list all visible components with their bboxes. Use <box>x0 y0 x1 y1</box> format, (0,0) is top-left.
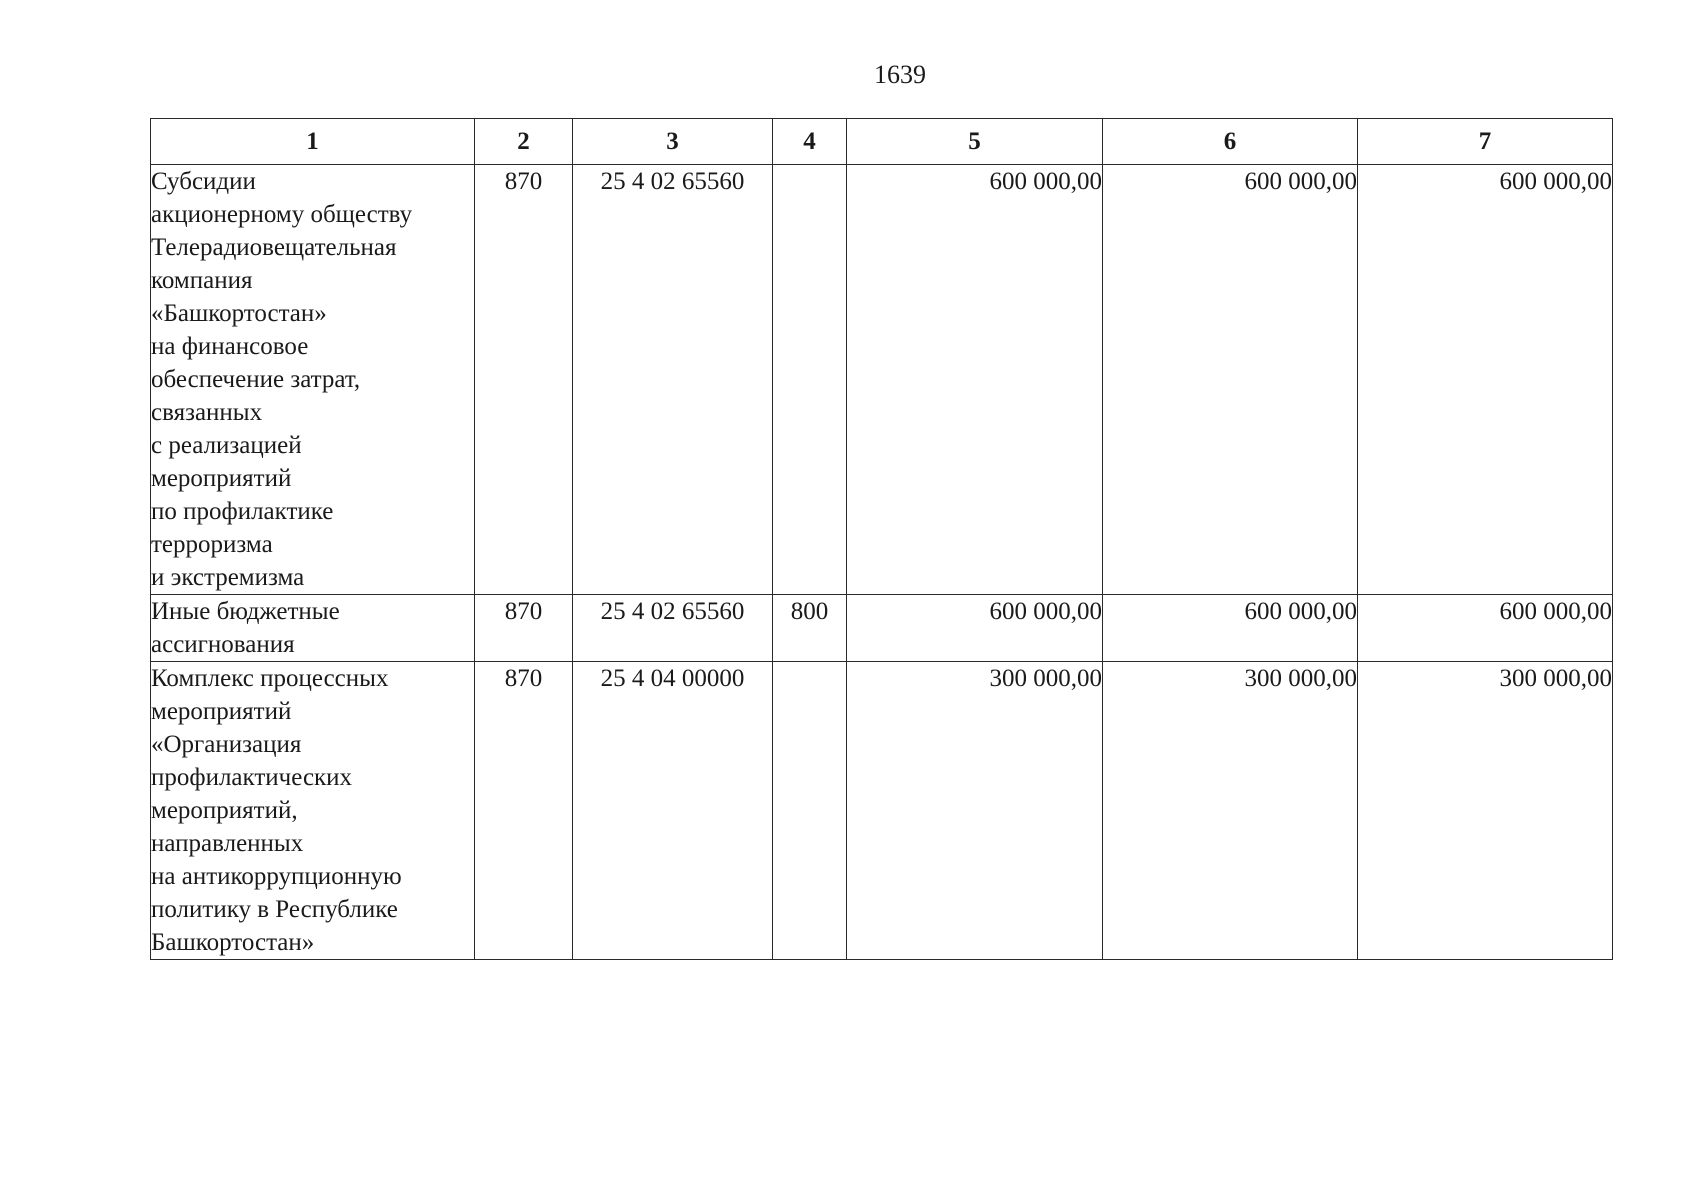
column-header-1: 1 <box>151 119 475 165</box>
row-code-cell: 870 <box>475 595 573 662</box>
page-number: 1639 <box>874 60 926 89</box>
table-row <box>151 662 1613 960</box>
table-row <box>151 595 1613 662</box>
row-amount-cell-5: 300 000,00 <box>847 662 1103 960</box>
row-amount-cell-6: 600 000,00 <box>1103 595 1358 662</box>
row-expense-type-cell <box>773 662 847 960</box>
row-name-cell: Иные бюджетные ассигнования <box>151 595 475 662</box>
row-code-cell: 870 <box>475 165 573 595</box>
column-header-5: 5 <box>847 119 1103 165</box>
row-amount-cell-6: 600 000,00 <box>1103 165 1358 595</box>
row-target-article-cell: 25 4 02 65560 <box>573 595 773 662</box>
column-header-7: 7 <box>1358 119 1613 165</box>
row-expense-type-cell: 800 <box>773 595 847 662</box>
column-header-4: 4 <box>773 119 847 165</box>
row-target-article-cell: 25 4 02 65560 <box>573 165 773 595</box>
row-name-cell: Комплекс процессных мероприятий «Организация профилактических мероприятий, направленных на антикоррупционную политику в Республике Башкортостан» <box>151 662 475 960</box>
column-header-2: 2 <box>475 119 573 165</box>
table-row <box>151 165 1613 595</box>
header-row <box>151 119 1613 165</box>
column-header-3: 3 <box>573 119 773 165</box>
row-expense-type-cell <box>773 165 847 595</box>
row-target-article-cell: 25 4 04 00000 <box>573 662 773 960</box>
column-header-6: 6 <box>1103 119 1358 165</box>
row-amount-cell-6: 300 000,00 <box>1103 662 1358 960</box>
row-amount-cell-7: 600 000,00 <box>1358 595 1613 662</box>
row-amount-cell-5: 600 000,00 <box>847 165 1103 595</box>
row-amount-cell-7: 600 000,00 <box>1358 165 1613 595</box>
row-code-cell: 870 <box>475 662 573 960</box>
row-amount-cell-5: 600 000,00 <box>847 595 1103 662</box>
row-amount-cell-7: 300 000,00 <box>1358 662 1613 960</box>
row-name-cell: Субсидии акционерному обществу Телерадиовещательная компания «Башкортостан» на финансовое обеспечение затрат, связанных с реализацией мероприятий по профилактике терроризма и экстремизма <box>151 165 475 595</box>
budget-table <box>150 118 1613 960</box>
